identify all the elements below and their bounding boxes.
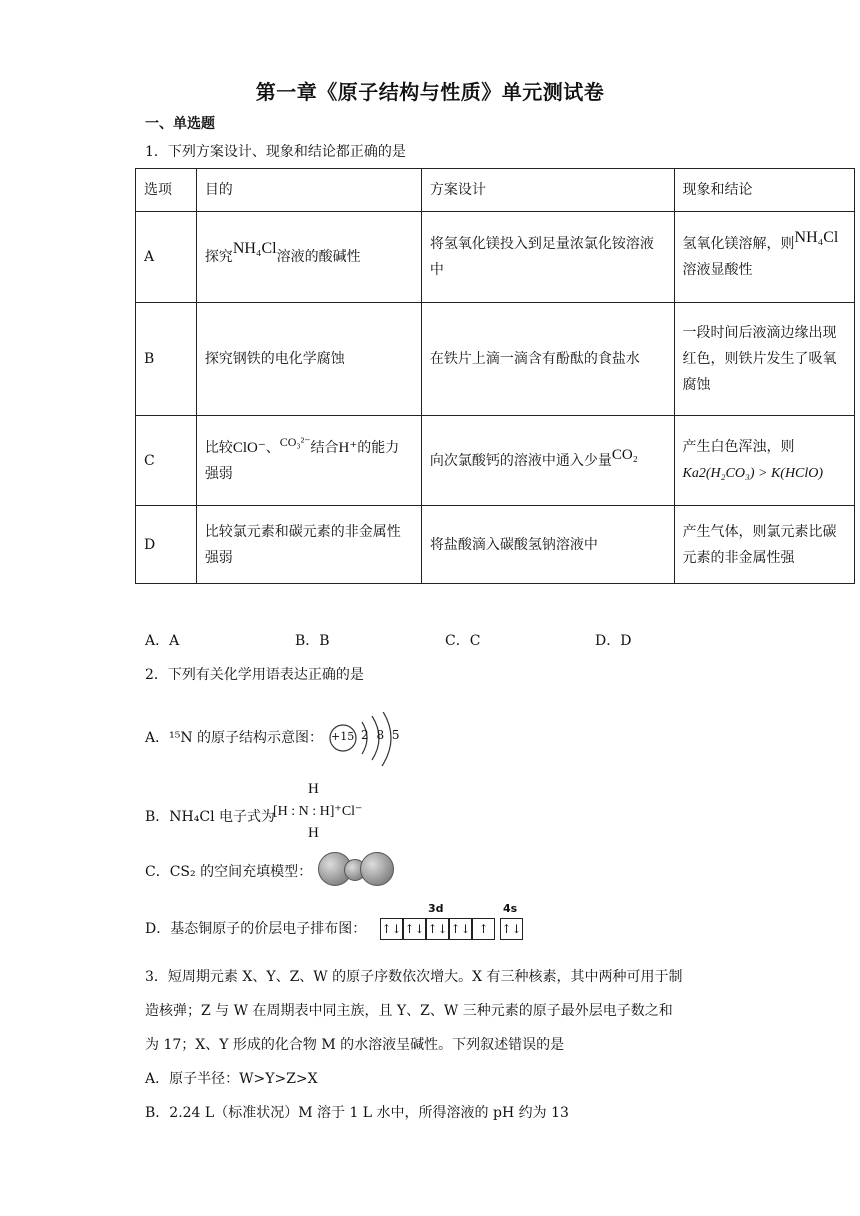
answer-option-b[interactable]: B．B — [295, 633, 330, 649]
question-1-stem: 1．下列方案设计、现象和结论都正确的是 — [145, 144, 406, 160]
question-3-option-b[interactable]: B．2.24 L（标准状况）M 溶于 1 L 水中，所得溶液的 pH 约为 13 — [145, 1105, 569, 1121]
result-cell — [674, 212, 854, 303]
question-2-option-a[interactable]: A．¹⁵N 的原子结构示意图： — [145, 730, 324, 746]
question-1-table — [135, 168, 855, 584]
table-row — [136, 506, 855, 584]
plan-cell — [421, 416, 674, 506]
nucleus-charge: +15 — [331, 730, 355, 743]
plan-cell: 将氢氧化镁投入到足量浓氯化铵溶液中 — [421, 212, 674, 303]
text: 向次氯酸钙的溶液中通入少量 — [429, 452, 612, 469]
sulfur-atom-right — [360, 852, 394, 886]
table-row — [136, 212, 855, 303]
question-2-option-b[interactable]: B．NH₄Cl 电子式为 — [145, 809, 275, 825]
orbital-box: ↑ — [472, 918, 495, 940]
table-row — [136, 416, 855, 506]
question-3-option-a[interactable]: A．原子半径：W>Y>Z>X — [145, 1071, 318, 1087]
option-cell: B — [136, 303, 197, 416]
page-title: 第一章《原子结构与性质》单元测试卷 — [255, 80, 605, 104]
orbital-box: ↑↓ — [426, 918, 449, 940]
result-cell: 一段时间后液滴边缘出现红色，则铁片发生了吸氧腐蚀 — [674, 303, 854, 416]
formula: Ka2(H₂CO₃) > K(HClO) — [682, 466, 824, 481]
atom-structure-diagram — [328, 712, 408, 768]
answer-option-d[interactable]: D．D — [595, 633, 632, 649]
section-heading: 一、单选题 — [145, 116, 215, 132]
orbital-diagram — [380, 902, 530, 944]
text: 氢氧化镁溶解，则 — [682, 236, 795, 252]
text: 的能力强弱 — [204, 439, 400, 482]
text: 结合 — [310, 439, 339, 456]
result-cell: 产生气体，则氯元素比碳元素的非金属性强 — [674, 506, 854, 584]
text: 溶液显酸性 — [682, 262, 753, 278]
orbital-boxes-3d — [380, 918, 495, 940]
formula-line: [H : N : H]⁺Cl⁻ — [273, 804, 363, 819]
label-3d: 3d — [428, 902, 444, 915]
shell-electrons: 2 8 5 — [361, 728, 402, 742]
goal-cell — [196, 416, 421, 506]
option-cell: D — [136, 506, 197, 584]
option-cell: A — [136, 212, 197, 303]
question-3-line-2: 造核弹；Z 与 W 在周期表中同主族，且 Y、Z、W 三种元素的原子最外层电子数之和 — [145, 1003, 673, 1019]
text: 比较 — [204, 439, 233, 456]
question-2-option-d[interactable]: D．基态铜原子的价层电子排布图： — [145, 921, 367, 937]
goal-cell: 比较氯元素和碳元素的非金属性强弱 — [196, 506, 421, 584]
space-filling-model — [318, 852, 398, 886]
answer-option-c[interactable]: C．C — [445, 633, 481, 649]
table-header: 目的 — [196, 169, 421, 212]
text: 探究 — [204, 249, 233, 265]
option-cell: C — [136, 416, 197, 506]
question-2-stem: 2．下列有关化学用语表达正确的是 — [145, 667, 364, 683]
orbital-box: ↑↓ — [380, 918, 403, 940]
plan-cell: 将盐酸滴入碳酸氢钠溶液中 — [421, 506, 674, 584]
result-cell — [674, 416, 854, 506]
bottom-h: H — [308, 825, 319, 841]
formula: H⁺ — [338, 439, 358, 456]
electron-formula — [273, 781, 388, 843]
text: 溶液的酸碱性 — [276, 249, 361, 265]
plan-cell: 在铁片上滴一滴含有酚酞的食盐水 — [421, 303, 674, 416]
table-header: 现象和结论 — [674, 169, 854, 212]
top-h: H — [308, 781, 319, 797]
orbital-box: ↑↓ — [403, 918, 426, 940]
formula: ClO⁻ — [232, 439, 266, 456]
question-2-option-c[interactable]: C．CS₂ 的空间充填模型： — [145, 864, 313, 880]
text: 、 — [265, 439, 280, 456]
formula: CO₃²⁻ — [279, 434, 311, 449]
orbital-box: ↑↓ — [449, 918, 472, 940]
answer-option-a[interactable]: A．A — [145, 633, 180, 649]
goal-cell — [196, 212, 421, 303]
orbital-box: ↑↓ — [500, 918, 523, 940]
question-3-line-3: 为 17；X、Y 形成的化合物 M 的水溶液呈碱性。下列叙述错误的是 — [145, 1037, 565, 1053]
label-4s: 4s — [503, 902, 518, 915]
goal-cell: 探究钢铁的电化学腐蚀 — [196, 303, 421, 416]
text: 产生白色浑浊，则 — [682, 439, 795, 455]
table-row — [136, 303, 855, 416]
question-3-line-1: 3．短周期元素 X、Y、Z、W 的原子序数依次增大。X 有三种核素，其中两种可用于制 — [145, 969, 683, 985]
formula: NH₄Cl — [794, 229, 839, 246]
orbital-boxes-4s — [500, 918, 523, 940]
table-header: 方案设计 — [421, 169, 674, 212]
table-header: 选项 — [136, 169, 197, 212]
formula: CO₂ — [611, 446, 638, 463]
formula: NH₄Cl — [232, 240, 277, 257]
